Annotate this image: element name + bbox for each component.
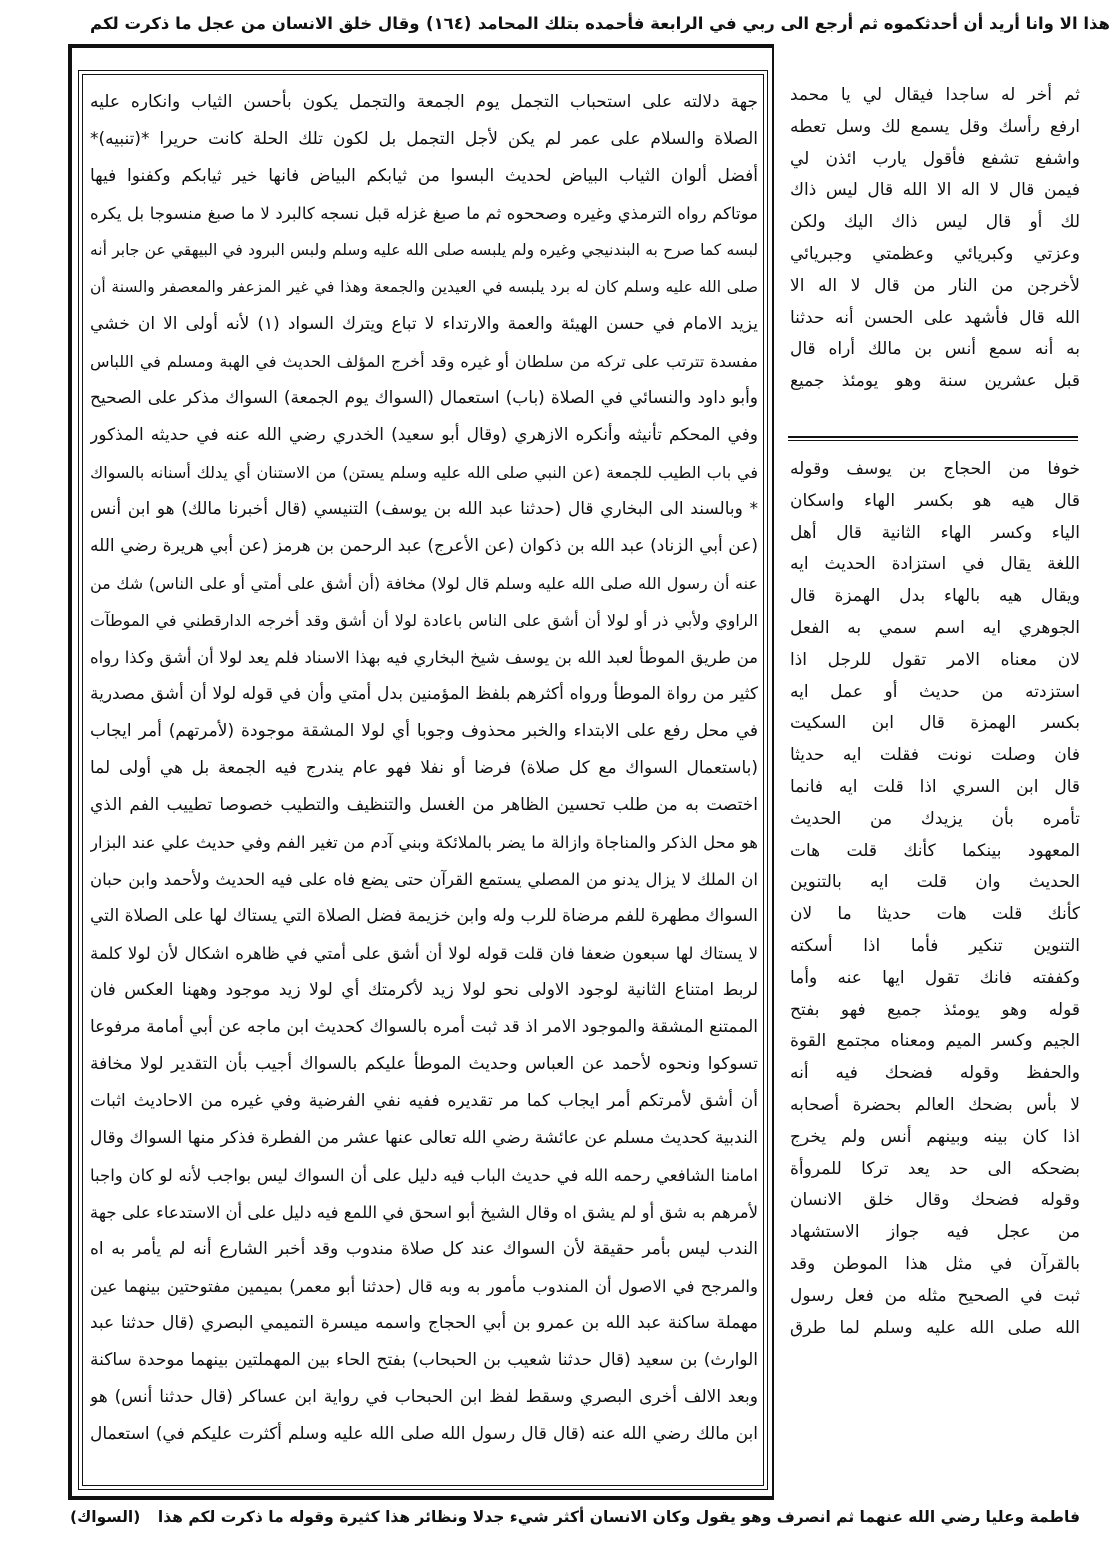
text-line: الندبية كحديث مسلم عن عائشة رضي الله تعالى عنها عشر من الفطرة فذكر منها السواك وقال: [90, 1128, 758, 1148]
text-line: أفضل ألوان الثياب البياض لحديث البسوا من ثيابكم البياض فانها خير ثيابكم وكفنوا فيها: [90, 166, 758, 186]
margin-text-line: الله قال فأشهد على الحسن أنه حدثنا: [790, 307, 1080, 328]
margin-text-line: الجوهري ايه اسم سمي به الفعل: [790, 617, 1080, 638]
page-header: [90, 6, 1110, 40]
margin-text-line: لا بأس بضحك العالم بحضرة أصحابه: [790, 1094, 1080, 1115]
margin-text-line: كأنك قلت هات حديثا ما لان: [790, 904, 1080, 925]
margin-text-line: ثبت في الصحيح مثله من فعل رسول: [790, 1285, 1080, 1306]
margin-text-line: قال هيه هو بكسر الهاء واسكان: [790, 490, 1080, 511]
text-line: جهة دلالته على استحباب التجمل يوم الجمعة والتجمل يكون بأحسن الثياب وانكاره عليه: [90, 92, 758, 112]
text-line: وفي المحكم تأنيثه وأنكره الازهري (وقال أبو سعيد) الخدري رضي الله عنه في حديثه المذكور: [90, 425, 758, 445]
text-line: والمرجح في الاصول أن المندوب مأمور به وبه قال (حدثنا أبو معمر) بميمين مفتوحتين بينهما عين: [90, 1277, 758, 1296]
margin-text-line: الله صلى الله عليه وسلم لما طرق: [790, 1317, 1080, 1338]
main-commentary-column: [90, 84, 758, 1453]
text-line: كثير من رواة الموطأ ورواه أكثرهم بلفظ المؤمنين بدل أمتي وأن في قوله لولا أن أشق مصدرية: [90, 684, 758, 704]
text-line: الممتنع المشقة والموجود الامر اذ قد ثبت أمره بالسواك كحديث ابن ماجه عن أبي أمامة مرفوعا: [90, 1017, 758, 1037]
margin-text-line: الياء وكسر الهاء الثانية قال أهل: [790, 522, 1080, 543]
text-line: لا يستاك لها سبعون ضعفا فان قلت قوله لولا أن أشق على أمتي في ظاهره اشكال لأن لولا كلمة: [90, 944, 758, 963]
margin-text-line: واشفع تشفع فأقول يارب ائذن لي: [790, 148, 1080, 169]
margin-divider-rule: [788, 436, 1078, 441]
margin-text-line: قوله وهو يومئذ جميع فهو بفتح: [790, 999, 1080, 1020]
text-line: لربط امتناع الثانية لوجود الاولى نحو لولا زيد لأكرمتك أي لولا زيد موجود وههنا العكس فان: [90, 980, 758, 1000]
margin-text-line: الجيم وكسر الميم ومعناه مجتمع القوة: [790, 1031, 1080, 1052]
text-line: يزيد الامام في حسن الهيئة والعمة والارتداء لا تباع ويترك السواد (١) لأنه أولى الا ان خشي: [90, 314, 758, 334]
margin-hadith-text: [790, 80, 1080, 398]
header-right-text: هذا الا وانا أريد أن أحدثكموه ثم أرجع الى ربي في الرابعة فأحمده بتلك المحامد: [477, 13, 1110, 33]
margin-text-line: ثم أخر له ساجدا فيقال لي يا محمد: [790, 85, 1080, 105]
text-line: أن أشق لأمرتكم أمر ايجاب كما مر تقديره ففيه نفي الفرضية وفي غيره من الاحاديث اثبات: [90, 1091, 758, 1111]
text-line: السواك مطهرة للفم مرضاة للرب وله وابن خزيمة فضل الصلاة التي يستاك لها على الصلاة التي: [90, 906, 758, 926]
text-line: عنه أن رسول الله صلى الله عليه وسلم قال لولا) مخافة (أن أشق على أمتي أو على الناس) شك من: [90, 574, 758, 593]
text-line: موتاكم رواه الترمذي وغيره وصححوه ثم ما صبغ غزله قبل نسجه كالبرد لا ما صبغ منسوجا بل يكره: [90, 204, 758, 223]
margin-text-line: فيمن قال لا اله الا الله قال ليس ذاك: [790, 180, 1080, 201]
margin-text-line: بكسر الهمزة قال ابن السكيت: [790, 713, 1080, 734]
text-line: صلى الله عليه وسلم كان له برد يلبسه في العيدين والجمعة وهذا في غير المزعفر والمعصفر والسنة أن: [90, 278, 758, 296]
margin-text-line: تأمره بأن يزيدك من الحديث: [790, 808, 1080, 829]
text-line: الصلاة والسلام على عمر لم يكن لأجل التجمل بل لكون تلك الحلة كانت حريرا *(تنبيه)*: [90, 129, 758, 149]
margin-text-line: خوفا من الحجاج بن يوسف وقوله: [790, 459, 1080, 479]
margin-text-line: اذا كان بينه وبينهم أنس ولم يخرج: [790, 1126, 1080, 1147]
catchword: (السواك): [70, 1508, 141, 1526]
text-line: الراوي ولأبي ذر أو لولا أن أشق على الناس باعادة لولا أن أشق وقد أخرجه الدارقطني في الموطآت: [90, 611, 758, 630]
margin-text-line: ويقال هيه بالهاء بدل الهمزة قال: [790, 586, 1080, 607]
margin-text-line: الحديث وان قلت ايه بالتنوين: [790, 872, 1080, 893]
margin-text-line: فان وصلت نونت فقلت ايه حديثا: [790, 745, 1080, 766]
text-line: من طريق الموطأ لعبد الله بن يوسف شيخ البخاري فيه بهذا الاسناد فلم يعد لولا أن أشق وكذا رواه: [90, 648, 758, 667]
text-line: ابن مالك رضي الله عنه (قال قال رسول الله صلى الله عليه وسلم أكثرت عليكم في) استعمال: [90, 1424, 758, 1444]
text-line: مهملة ساكنة عبد الله بن عمرو بن أبي الحجاج واسمه ميسرة التميمي البصري (قال حدثنا عبد: [90, 1313, 758, 1333]
text-line: الوارث) بن سعيد (قال حدثنا شعيب بن الحبحاب) بفتح الحاء بين المهملتين بينهما موحدة ساكنة: [90, 1350, 758, 1370]
text-line: تسوكوا ونحوه لأحمد عن العباس وحديث الموطأ عليكم بالسواك أجيب بأن التقدير لولا مخافة: [90, 1054, 758, 1074]
margin-text-line: قال ابن السري اذا قلت ايه فانما: [790, 776, 1080, 797]
margin-text-line: استزدته من حديث أو عمل ايه: [790, 681, 1080, 702]
footer-text: فاطمة وعليا رضي الله عنهما ثم انصرف وهو يقول وكان الانسان أكثر شيء جدلا ونظائر هذا كثيرة وقوله ما ذكرت لكم هذا: [157, 1508, 1080, 1526]
margin-text-line: ارفع رأسك وقل يسمع لك وسل تعطه: [790, 116, 1080, 137]
margin-text-line: والحفظ وقوله فضحك فيه أنه: [790, 1063, 1080, 1084]
text-line: هو محل الذكر والمناجاة وازالة ما يضر بالملائكة وبني آدم من تغير الفم وفي حديث علي عند البزار: [90, 833, 758, 852]
margin-text-line: المعهود بينكما كأنك قلت هات: [790, 840, 1080, 861]
margin-text-line: قبل عشرين سنة وهو يومئذ جميع: [790, 371, 1080, 392]
text-line: وبعد الالف أخرى البصري وسقط لفظ ابن الحبحاب في رواية ابن عساكر (قال حدثنا أنس) هو: [90, 1387, 758, 1407]
text-line: مفسدة تترتب على تركه من سلطان أو غيره وقد أخرج المؤلف الحديث في الهبة ومسلم في اللباس: [90, 352, 758, 371]
text-line: اختصت به من طلب تحسين الظاهر من الغسل والتنظيف والتطيب خصوصا تطييب الفم الذي: [90, 795, 758, 815]
text-line: في محل رفع على الابتداء والخبر محذوف وجوبا أي لولا المشقة موجودة (لأمرتهم) أمر ايجاب: [90, 721, 758, 741]
margin-text-line: من عجل فيه جواز الاستشهاد: [790, 1222, 1080, 1243]
text-line: * وبالسند الى البخاري قال (حدثنا عبد الله بن يوسف) التنيسي (قال أخبرنا مالك) هو ابن أنس: [90, 499, 758, 519]
margin-commentary-text: [790, 454, 1080, 1344]
text-line: في باب الطيب للجمعة (عن النبي صلى الله عليه وسلم يستن) من الاستنان أي يدلك أسنانه بالسواك: [90, 463, 758, 482]
text-line: (باستعمال السواك مع كل صلاة) فرضا أو نفلا فهو عام يندرج فيه الجمعة بل هي أولى لما: [90, 758, 758, 778]
margin-text-line: بضحكه الى حد يعد تركا للمروأة: [790, 1158, 1080, 1179]
page-footer: [70, 1508, 1080, 1526]
margin-text-line: بالقرآن في مثل هذا الموطن وقد: [790, 1253, 1080, 1274]
margin-text-line: لان معناه الامر تقول للرجل اذا: [790, 649, 1080, 670]
margin-text-line: وقوله فضحك وقال خلق الانسان: [790, 1190, 1080, 1211]
text-line: الندب ليس بأمر حقيقة لأن السواك عند كل صلاة مندوب وقد أخبر الشارع أنه لم يأمر به اه: [90, 1239, 758, 1259]
margin-text-line: لأخرجن من النار من قال لا اله الا: [790, 275, 1080, 296]
text-line: وأبو داود والنسائي في الصلاة (باب) استعمال (السواك يوم الجمعة) السواك مذكر على الصحيح: [90, 388, 758, 408]
header-left-text: وقال خلق الانسان من عجل ما ذكرت لكم: [90, 13, 420, 33]
margin-text-line: التنوين تنكير فأما اذا أسكته: [790, 935, 1080, 956]
text-line: ان الملك لا يزال يدنو من المصلي يستمع القرآن حتى يضع فاه على فيه الحديث ولأحمد وابن حبان: [90, 870, 758, 889]
margin-text-line: وكففته فانك تقول ايها عنه وأما: [790, 967, 1080, 988]
margin-text-line: اللغة يقال في استزادة الحديث ايه: [790, 554, 1080, 575]
text-line: لأمرهم به شق أو لم يشق اه وقال الشيخ أبو اسحق في اللمع فيه دليل على أن الاستدعاء على جهة: [90, 1203, 758, 1222]
text-line: امامنا الشافعي رحمه الله في حديث الباب فيه دليل على أن السواك ليس بواجب لأنه لو كان واجبا: [90, 1166, 758, 1185]
margin-text-line: به أنه سمع أنس بن مالك أراه قال: [790, 339, 1080, 360]
text-line: لبسه كما صرح به البندنيجي وغيره ولم يلبسه صلى الله عليه وسلم ولبس البرود في البيهقي عن جابر أنه: [90, 241, 758, 259]
margin-text-line: لك أو قال ليس ذاك اليك ولكن: [790, 212, 1080, 233]
margin-text-line: وعزتي وكبريائي وعظمتي وجبريائي: [790, 243, 1080, 264]
page-number: (١٦٤): [426, 13, 472, 33]
text-line: (عن أبي الزناد) عبد الله بن ذكوان (عن الأعرج) عبد الرحمن بن هرمز (عن أبي هريرة رضي الله: [90, 536, 758, 556]
